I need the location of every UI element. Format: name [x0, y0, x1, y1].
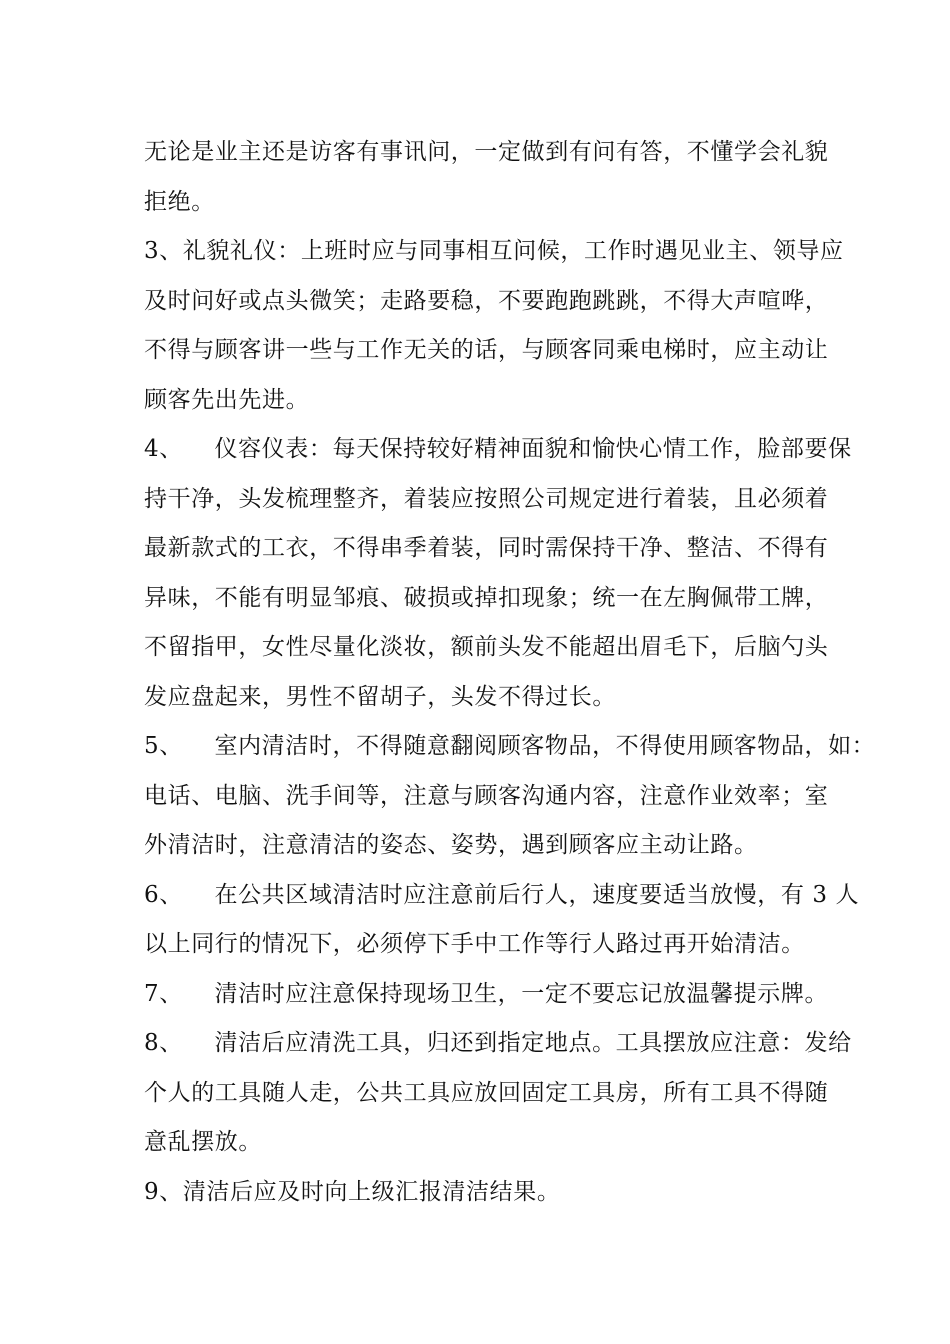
text-line: 电话、电脑、洗手间等，注意与顾客沟通内容，注意作业效率；室	[144, 783, 829, 809]
text-line: 异味，不能有明显邹痕、破损或掉扣现象；统一在左胸佩带工牌，	[144, 585, 829, 611]
text-line: 无论是业主还是访客有事讯问，一定做到有问有答，不懂学会礼貌	[144, 139, 829, 165]
text-line: 不得与顾客讲一些与工作无关的话，与顾客同乘电梯时，应主动让	[144, 337, 829, 363]
text-line: 不留指甲，女性尽量化淡妆，额前头发不能超出眉毛下，后脑勺头	[144, 634, 829, 660]
text-line: 以上同行的情况下，必须停下手中工作等行人路过再开始清洁。	[144, 931, 805, 957]
text-line: 7、 清洁时应注意保持现场卫生，一定不要忘记放温馨提示牌。	[144, 981, 829, 1007]
text-line: 外清洁时，注意清洁的姿态、姿势，遇到顾客应主动让路。	[144, 832, 758, 858]
text-line: 持干净，头发梳理整齐，着装应按照公司规定进行着装，且必须着	[144, 486, 829, 512]
text-line: 5、 室内清洁时，不得随意翻阅顾客物品，不得使用顾客物品，如：	[144, 733, 876, 759]
text-line: 个人的工具随人走，公共工具应放回固定工具房，所有工具不得随	[144, 1080, 829, 1106]
text-line: 发应盘起来，男性不留胡子，头发不得过长。	[144, 684, 616, 710]
text-line: 3、礼貌礼仪：上班时应与同事相互问候，工作时遇见业主、领导应	[144, 238, 844, 264]
text-line: 顾客先出先进。	[144, 387, 310, 413]
text-line: 拒绝。	[144, 189, 215, 215]
text-line: 4、 仪容仪表：每天保持较好精神面貌和愉快心情工作，脸部要保	[144, 436, 852, 462]
text-line: 最新款式的工衣，不得串季着装，同时需保持干净、整洁、不得有	[144, 535, 829, 561]
text-line: 6、 在公共区域清洁时应注意前后行人，速度要适当放慢，有 3 人	[144, 882, 860, 908]
text-line: 8、 清洁后应清洗工具，归还到指定地点。工具摆放应注意：发给	[144, 1030, 852, 1056]
text-line: 意乱摆放。	[144, 1129, 262, 1155]
text-line: 及时问好或点头微笑；走路要稳，不要跑跑跳跳，不得大声喧哗，	[144, 288, 829, 314]
text-line: 9、清洁后应及时向上级汇报清洁结果。	[144, 1179, 561, 1205]
